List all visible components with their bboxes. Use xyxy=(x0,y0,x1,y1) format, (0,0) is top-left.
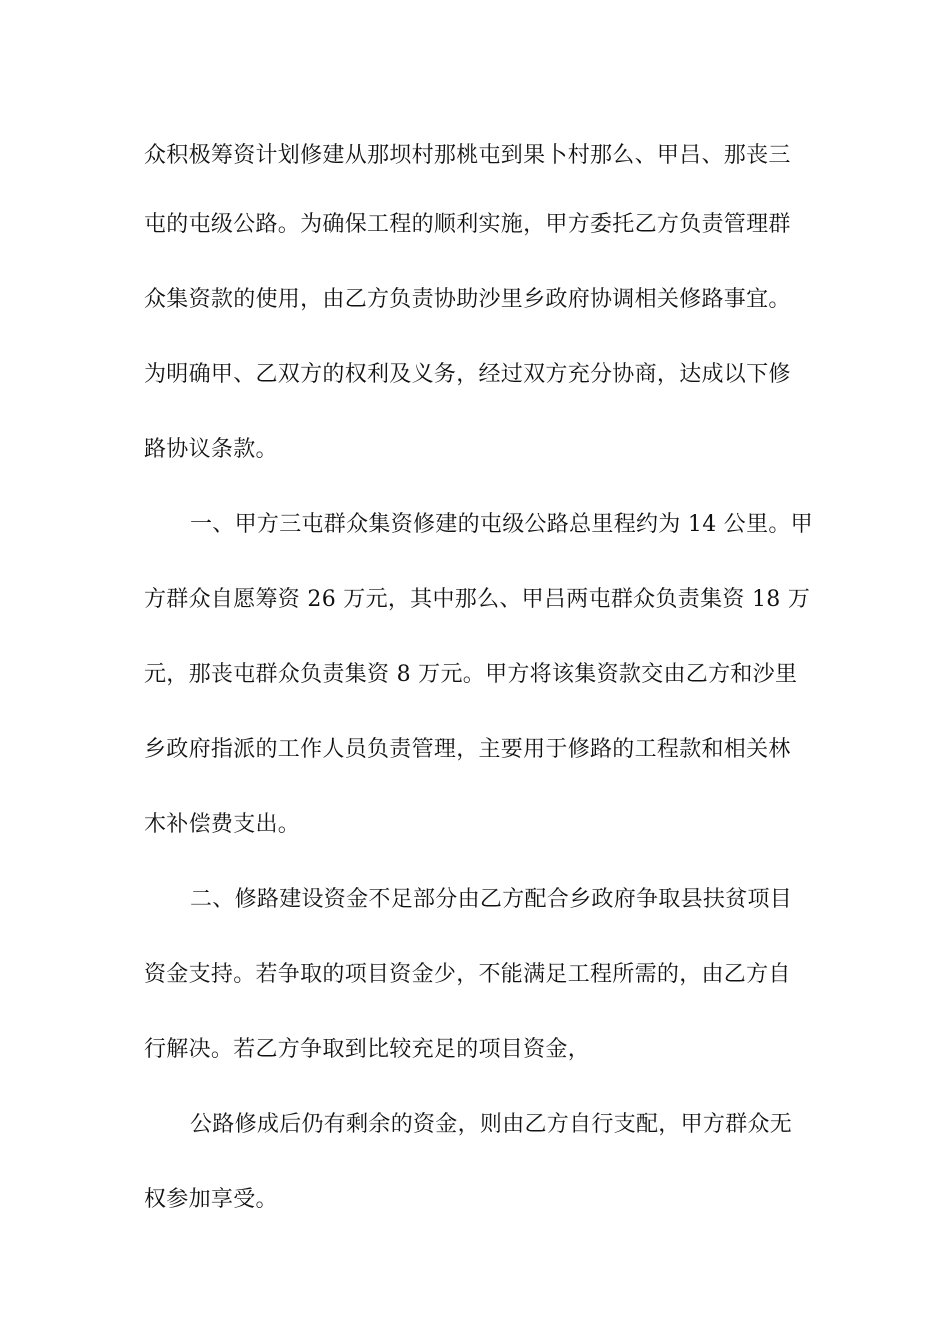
body-text-line: 资金支持。若争取的项目资金少，不能满足工程所需的，由乙方自 xyxy=(144,962,791,987)
paragraph-three-start: 公路修成后仍有剩余的资金，则由乙方自行支配，甲方群众无 xyxy=(190,1112,793,1137)
body-text-line: 木补偿费支出。 xyxy=(144,812,301,837)
body-text-line: 众集资款的使用，由乙方负责协助沙里乡政府协调相关修路事宜。 xyxy=(144,287,791,312)
body-text-line: 众积极筹资计划修建从那坝村那桃屯到果卜村那么、甲吕、那丧三 xyxy=(144,143,791,168)
body-text-line: 元，那丧屯群众负责集资 8 万元。甲方将该集资款交由乙方和沙里 xyxy=(144,662,798,687)
body-text-line: 屯的屯级公路。为确保工程的顺利实施，甲方委托乙方负责管理群 xyxy=(144,212,791,237)
body-text-line: 方群众自愿筹资 26 万元，其中那么、甲吕两屯群众负责集资 18 万 xyxy=(144,587,811,612)
body-text-line: 路协议条款。 xyxy=(144,437,278,462)
body-text-line: 乡政府指派的工作人员负责管理，主要用于修路的工程款和相关林 xyxy=(144,737,791,762)
paragraph-two-start: 二、修路建设资金不足部分由乙方配合乡政府争取县扶贫项目 xyxy=(190,887,793,912)
paragraph-one-start: 一、甲方三屯群众集资修建的屯级公路总里程约为 14 公里。甲 xyxy=(190,512,813,537)
body-text-line: 为明确甲、乙双方的权利及义务，经过双方充分协商，达成以下修 xyxy=(144,362,791,387)
body-text-line: 行解决。若乙方争取到比较充足的项目资金， xyxy=(144,1037,591,1062)
body-text-line: 权参加享受。 xyxy=(144,1187,278,1212)
